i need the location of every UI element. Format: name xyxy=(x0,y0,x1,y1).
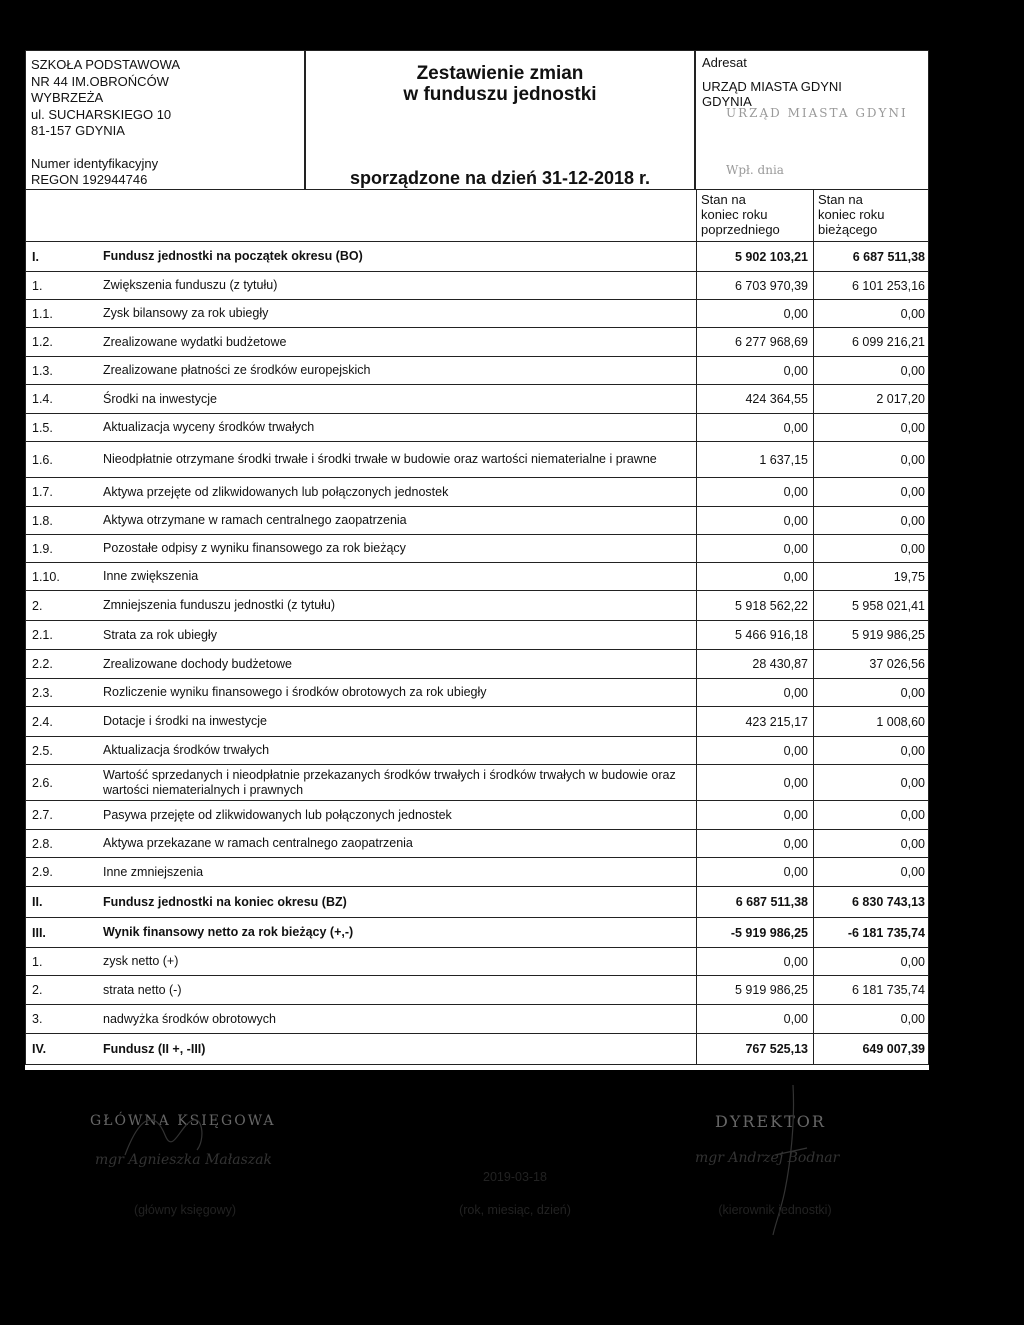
addressee-box xyxy=(695,50,929,190)
row-label: Nieodpłatnie otrzymane środki trwałe i środki trwałe w budowie oraz wartości niematerialne i prawne xyxy=(103,452,657,466)
table-row xyxy=(25,507,929,535)
table-row xyxy=(25,887,929,918)
table-row xyxy=(25,858,929,887)
row-number: 1.2. xyxy=(32,335,53,349)
row-label: Fundusz jednostki na koniec okresu (BZ) xyxy=(103,894,347,909)
column-header-row xyxy=(25,190,929,242)
document-date: sporządzone na dzień 31-12-2018 r. xyxy=(349,168,651,188)
row-number: 1.8. xyxy=(32,513,53,528)
chief-accountant-stamp: GŁÓWNA KSIĘGOWA xyxy=(90,1113,276,1129)
row-label: Aktywa otrzymane w ramach centralnego zaopatrzenia xyxy=(103,513,407,527)
row-value-current: 0,00 xyxy=(813,737,930,764)
row-value-current: 2 017,20 xyxy=(813,385,930,413)
row-value-current: -6 181 735,74 xyxy=(813,918,930,947)
regon-number: REGON 192944746 xyxy=(31,172,148,187)
row-label: Zrealizowane dochody budżetowe xyxy=(103,656,293,671)
school-line: WYBRZEŻA xyxy=(31,90,104,105)
row-number: 1.5. xyxy=(32,420,53,435)
row-number: 1.1. xyxy=(32,306,53,321)
row-value-previous: 5 918 562,22 xyxy=(696,591,813,620)
row-number: II. xyxy=(32,895,43,909)
school-line: SZKOŁA PODSTAWOWA xyxy=(31,57,181,72)
row-number: 2.5. xyxy=(32,743,53,758)
director-name: mgr Andrzej Bodnar xyxy=(695,1150,840,1166)
table-row xyxy=(25,563,929,591)
document-page xyxy=(25,50,929,1217)
row-value-current: 6 181 735,74 xyxy=(813,976,930,1004)
row-number: 1. xyxy=(32,278,43,293)
row-value-previous: 0,00 xyxy=(696,858,813,886)
row-number: 2.2. xyxy=(32,657,53,671)
row-value-previous: 0,00 xyxy=(696,478,813,506)
id-label: Numer identyfikacyjny xyxy=(31,156,159,171)
row-value-previous: 0,00 xyxy=(696,948,813,975)
row-label: Środki na inwestycje xyxy=(103,391,217,406)
row-value-current: 0,00 xyxy=(813,414,930,441)
document-title xyxy=(306,63,694,105)
row-value-current: 37 026,56 xyxy=(813,650,930,678)
row-value-previous: 0,00 xyxy=(696,765,813,800)
table-row xyxy=(25,357,929,385)
table-row xyxy=(25,650,929,679)
row-value-current: 6 830 743,13 xyxy=(813,887,930,917)
school-regon xyxy=(31,156,158,188)
row-value-previous: 6 687 511,38 xyxy=(696,887,813,917)
row-value-previous: 0,00 xyxy=(696,535,813,562)
row-number: 2.3. xyxy=(32,685,53,700)
chief-accountant-name: mgr Agnieszka Małaszak xyxy=(95,1152,273,1168)
row-value-current: 0,00 xyxy=(813,948,930,975)
row-label: Pasywa przejęte od zlikwidowanych lub połączonych jednostek xyxy=(103,807,452,822)
row-label: Aktywa przekazane w ramach centralnego zaopatrzenia xyxy=(103,836,413,850)
row-number: 1. xyxy=(32,954,43,969)
row-value-current: 6 687 511,38 xyxy=(813,242,930,271)
row-value-previous: 1 637,15 xyxy=(696,442,813,477)
row-value-previous: 0,00 xyxy=(696,300,813,327)
table-row xyxy=(25,385,929,414)
table-row xyxy=(25,679,929,707)
column-header-current-year xyxy=(813,190,930,241)
addressee xyxy=(702,79,842,109)
row-label: zysk netto (+) xyxy=(103,954,179,968)
addressee-line: GDYNIA xyxy=(702,94,752,109)
row-value-previous: 0,00 xyxy=(696,357,813,384)
row-value-current: 0,00 xyxy=(813,801,930,829)
row-number: IV. xyxy=(32,1042,47,1056)
school-line: ul. SUCHARSKIEGO 10 xyxy=(31,106,172,122)
table-row xyxy=(25,442,929,478)
table-row xyxy=(25,328,929,357)
row-value-previous: 0,00 xyxy=(696,830,813,857)
chief-accountant-caption: (główny księgowy) xyxy=(133,1203,237,1217)
row-number: 2. xyxy=(32,983,43,997)
row-value-previous: 424 364,55 xyxy=(696,385,813,413)
row-value-current: 6 101 253,16 xyxy=(813,272,930,299)
addressee-label: Adresat xyxy=(702,55,747,70)
table-row xyxy=(25,801,929,830)
row-label: Zrealizowane wydatki budżetowe xyxy=(103,334,287,349)
table-row xyxy=(25,1034,929,1065)
row-number: 2.7. xyxy=(32,808,53,822)
row-label: Zwiększenia funduszu (z tytułu) xyxy=(103,278,278,292)
title-box xyxy=(305,50,695,190)
row-number: 2.8. xyxy=(32,836,53,851)
col-header-line: bieżącego xyxy=(818,222,878,237)
row-value-previous: 0,00 xyxy=(696,563,813,590)
school-line: 81-157 GDYNIA xyxy=(31,123,125,138)
row-label: strata netto (-) xyxy=(103,982,182,997)
row-number: 2.1. xyxy=(32,628,53,642)
received-stamp-date: Wpł. dnia xyxy=(726,163,784,177)
table-row xyxy=(25,1005,929,1034)
row-number: 2. xyxy=(32,598,43,613)
table-row xyxy=(25,414,929,442)
row-label: Strata za rok ubiegły xyxy=(103,627,217,642)
row-label: Zysk bilansowy za rok ubiegły xyxy=(103,306,269,320)
row-value-current: 5 958 021,41 xyxy=(813,591,930,620)
row-value-current: 0,00 xyxy=(813,1005,930,1033)
col-header-line: Stan na xyxy=(701,192,746,207)
row-value-current: 0,00 xyxy=(813,858,930,886)
row-label: nadwyżka środków obrotowych xyxy=(103,1011,276,1026)
col-header-line: Stan na xyxy=(818,192,863,207)
table-row xyxy=(25,300,929,328)
table-row xyxy=(25,272,929,300)
row-value-previous: 0,00 xyxy=(696,679,813,706)
received-stamp: URZĄD MIASTA GDYNI xyxy=(726,106,908,120)
row-label: Rozliczenie wyniku finansowego i środków obrotowych za rok ubiegły xyxy=(103,685,487,699)
table-row xyxy=(25,621,929,650)
row-label: Inne zwiększenia xyxy=(103,569,199,583)
row-value-previous: 767 525,13 xyxy=(696,1034,813,1064)
signature-date-caption: (rok, miesiąc, dzień) xyxy=(459,1203,571,1217)
row-value-current: 649 007,39 xyxy=(813,1034,930,1064)
director-caption: (kierownik jednostki) xyxy=(718,1203,832,1217)
col-header-line: koniec roku xyxy=(818,207,885,222)
row-label: Pozostałe odpisy z wyniku finansowego za rok bieżący xyxy=(103,541,406,555)
row-label: Aktualizacja wyceny środków trwałych xyxy=(103,420,315,434)
row-value-current: 0,00 xyxy=(813,765,930,800)
row-value-current: 0,00 xyxy=(813,507,930,534)
row-value-previous: 0,00 xyxy=(696,737,813,764)
table-row xyxy=(25,830,929,858)
row-value-previous: 423 215,17 xyxy=(696,707,813,736)
row-number: 1.9. xyxy=(32,541,53,556)
row-value-current: 1 008,60 xyxy=(813,707,930,736)
row-label: Wartość sprzedanych i nieodpłatnie przekazanych środków trwałych i środków trwałych w budowie oraz wartości niematerialnych i prawnych xyxy=(103,767,676,797)
title-line: w funduszu jednostki xyxy=(403,84,597,105)
col-header-line: koniec roku xyxy=(701,207,768,222)
row-label: Zrealizowane płatności ze środków europejskich xyxy=(103,363,371,377)
row-number: III. xyxy=(32,925,46,940)
row-value-previous: 28 430,87 xyxy=(696,650,813,678)
table-row xyxy=(25,242,929,272)
table-row xyxy=(25,478,929,507)
row-number: 2.4. xyxy=(32,714,53,729)
row-label: Wynik finansowy netto za rok bieżący (+,-) xyxy=(103,925,354,939)
row-value-current: 5 919 986,25 xyxy=(813,621,930,649)
row-number: 1.7. xyxy=(32,485,53,499)
school-info-box xyxy=(25,50,305,190)
row-number: 2.9. xyxy=(32,865,53,879)
row-number: 1.3. xyxy=(32,363,53,378)
row-number: 1.4. xyxy=(32,392,53,406)
table-row xyxy=(25,737,929,765)
table-row xyxy=(25,591,929,621)
row-number: 2.6. xyxy=(32,775,53,790)
signature-date: 2019-03-18 xyxy=(483,1170,547,1184)
table-row xyxy=(25,535,929,563)
row-number: I. xyxy=(32,249,39,264)
row-value-previous: 0,00 xyxy=(696,801,813,829)
row-label: Fundusz jednostki na początek okresu (BO) xyxy=(103,249,363,263)
row-value-previous: 5 919 986,25 xyxy=(696,976,813,1004)
row-value-previous: 0,00 xyxy=(696,1005,813,1033)
accountant-signature-icon xyxy=(85,1095,285,1175)
row-number: 3. xyxy=(32,1012,43,1026)
table-row xyxy=(25,707,929,737)
row-label: Fundusz (II +, -III) xyxy=(103,1041,206,1056)
row-value-previous: 6 277 968,69 xyxy=(696,328,813,356)
row-value-current: 6 099 216,21 xyxy=(813,328,930,356)
table-row xyxy=(25,976,929,1005)
row-label: Dotacje i środki na inwestycje xyxy=(103,714,267,728)
row-value-previous: 5 902 103,21 xyxy=(696,242,813,271)
school-address xyxy=(31,57,180,140)
table-row xyxy=(25,918,929,948)
row-label: Inne zmniejszenia xyxy=(103,864,204,879)
row-label: Aktualizacja środków trwałych xyxy=(103,743,270,757)
director-stamp: DYREKTOR xyxy=(715,1112,826,1131)
addressee-line: URZĄD MIASTA GDYNI xyxy=(702,79,842,94)
row-value-previous: 0,00 xyxy=(696,414,813,441)
row-value-previous: 6 703 970,39 xyxy=(696,272,813,299)
row-number: 1.10. xyxy=(32,569,60,584)
row-value-previous: -5 919 986,25 xyxy=(696,918,813,947)
row-value-current: 0,00 xyxy=(813,300,930,327)
row-value-current: 0,00 xyxy=(813,442,930,477)
row-value-current: 0,00 xyxy=(813,357,930,384)
col-header-line: poprzedniego xyxy=(701,222,780,237)
title-line: Zestawienie zmian xyxy=(416,63,584,84)
row-value-previous: 0,00 xyxy=(696,507,813,534)
school-line: NR 44 IM.OBROŃCÓW xyxy=(31,73,169,89)
table-row xyxy=(25,948,929,976)
table-row xyxy=(25,765,929,801)
column-header-previous-year xyxy=(696,190,813,241)
row-value-previous: 5 466 916,18 xyxy=(696,621,813,649)
row-value-current: 0,00 xyxy=(813,478,930,506)
row-label: Zmniejszenia funduszu jednostki (z tytułu) xyxy=(103,598,336,612)
row-label: Aktywa przejęte od zlikwidowanych lub połączonych jednostek xyxy=(103,484,449,499)
row-value-current: 0,00 xyxy=(813,679,930,706)
row-value-current: 0,00 xyxy=(813,830,930,857)
row-value-current: 19,75 xyxy=(813,563,930,590)
row-value-current: 0,00 xyxy=(813,535,930,562)
row-number: 1.6. xyxy=(32,452,53,467)
